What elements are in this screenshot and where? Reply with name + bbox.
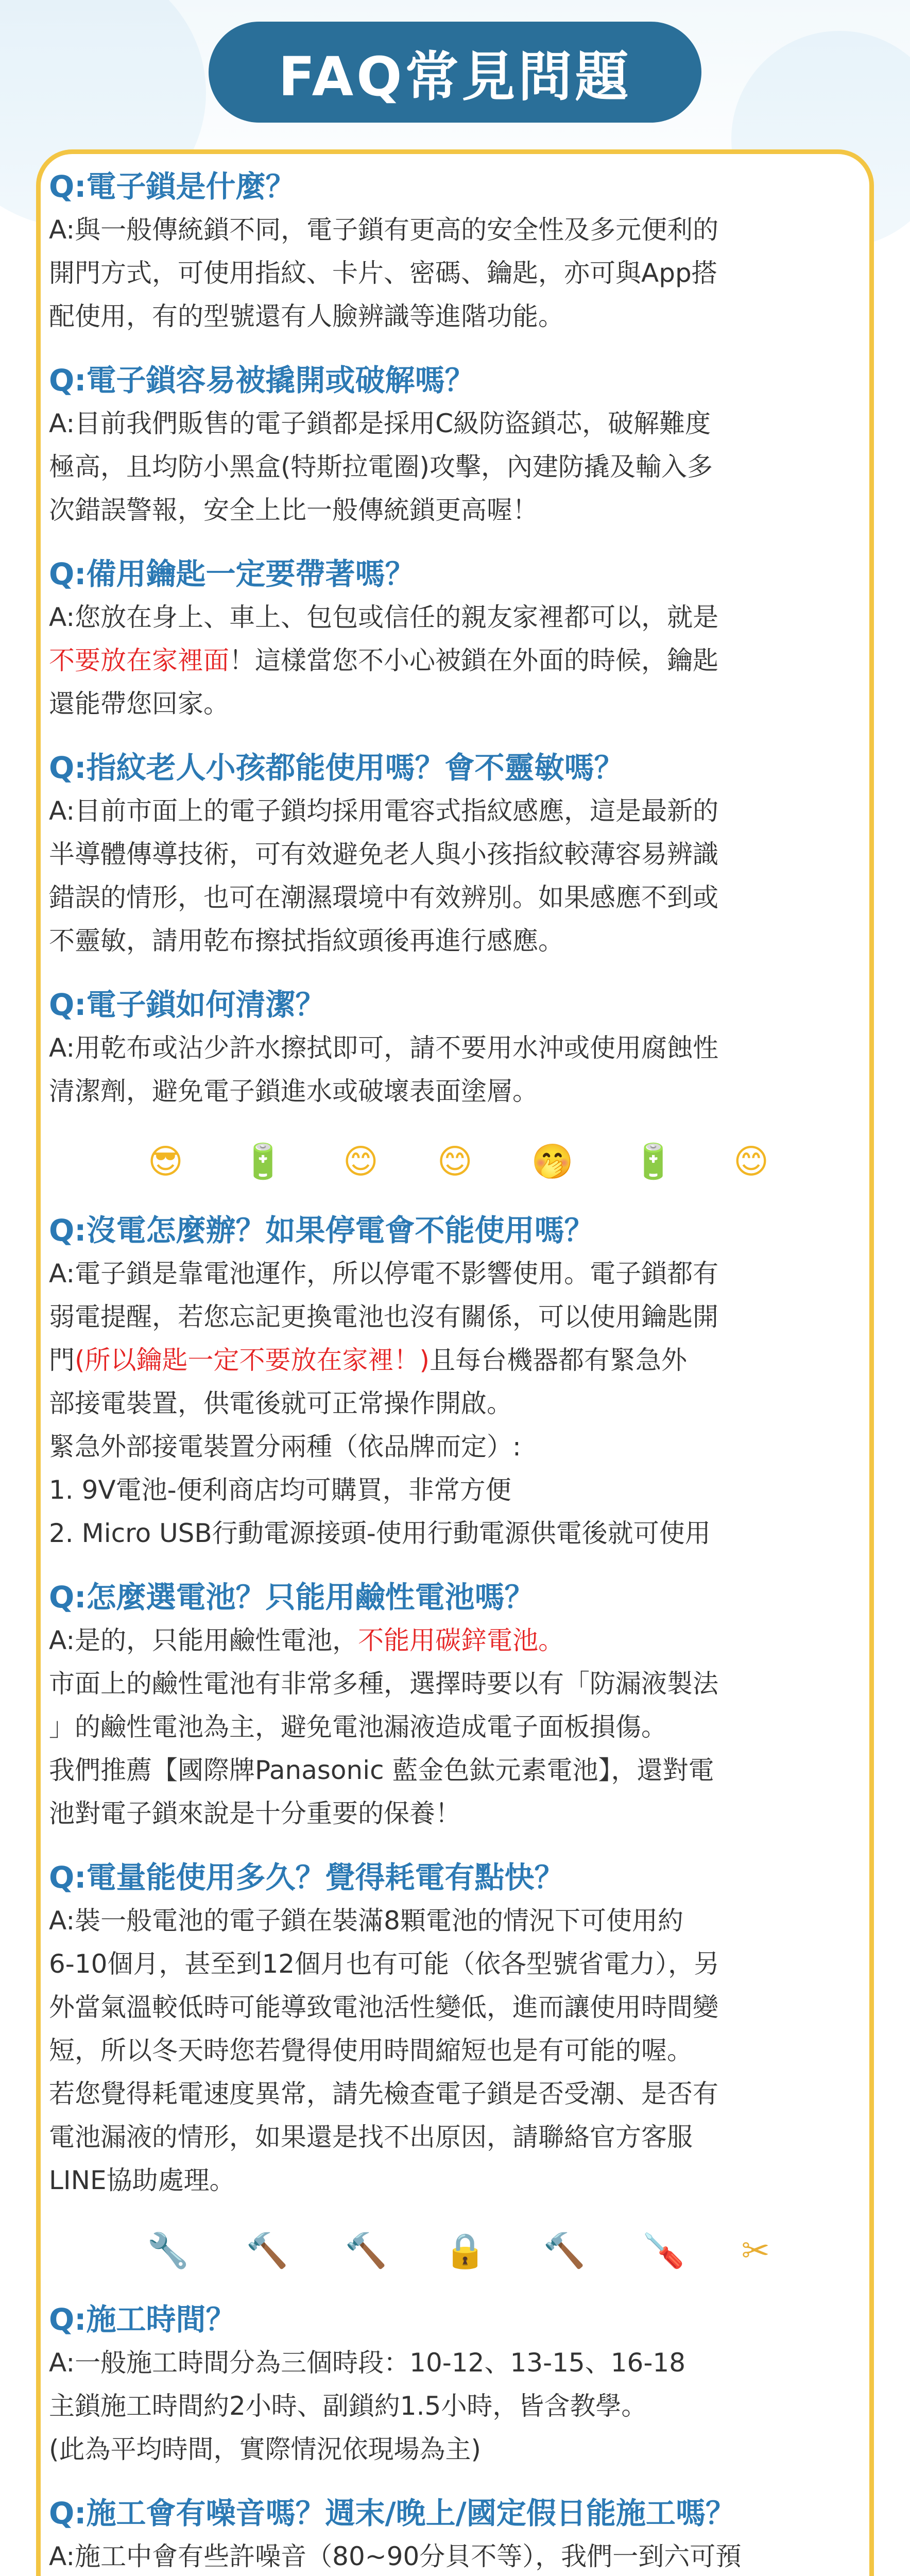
- faq-content: [49, 165, 868, 2576]
- faq-question: Q:怎麼選電池？只能用鹼性電池嗎？: [49, 1580, 535, 1615]
- faq-group: [49, 165, 868, 1113]
- answer-text: A:是的，只能用鹼性電池，: [49, 1625, 358, 1655]
- faq-answer-line: [49, 682, 868, 725]
- faq-item: [49, 1856, 868, 2202]
- faq-answer-line: [49, 208, 868, 251]
- answer-text: A:一般施工時間分為三個時段：10-12、13-15、16-18: [49, 2348, 686, 2378]
- answer-text: 清潔劑，避免電子鎖進水或破壞表面塗層。: [49, 1076, 538, 1106]
- answer-text: A:裝一般電池的電子鎖在裝滿8顆電池的情況下可使用約: [49, 1906, 683, 1936]
- page-title-banner: [209, 22, 701, 123]
- tool-icon: 🔧: [147, 2231, 190, 2270]
- highlight-text: 不能用碳鋅電池。: [358, 1625, 564, 1655]
- tool-icon: 🔒: [444, 2231, 487, 2270]
- answer-text: 」的鹼性電池為主，避免電池漏液造成電子面板損傷。: [49, 1712, 667, 1742]
- answer-text: 1. 9V電池-便利商店均可購買，非常方便: [49, 1475, 511, 1505]
- faq-answer-line: [49, 1942, 868, 1986]
- answer-text: 開門方式，可使用指紋、卡片、密碼、鑰匙，亦可與App搭: [49, 258, 717, 288]
- answer-text: 2. Micro USB行動電源接頭-使用行動電源供電後就可使用: [49, 1518, 711, 1548]
- tool-divider: [118, 2223, 798, 2279]
- faq-answer-line: [49, 1295, 868, 1338]
- answer-text: 不靈敏，請用乾布擦拭指紋頭後再進行感應。: [49, 926, 564, 956]
- faq-answer-line: [49, 919, 868, 962]
- faq-answer-line: [49, 1425, 868, 1468]
- faq-answer-line: [49, 1026, 868, 1070]
- answer-text: 市面上的鹼性電池有非常多種，選擇時要以有「防漏液製法: [49, 1669, 718, 1699]
- faq-answer-line: [49, 833, 868, 876]
- faq-question: Q:施工會有噪音嗎？週末/晚上/國定假日能施工嗎？: [49, 2496, 735, 2531]
- faq-answer-line: [49, 2159, 868, 2202]
- emoji-icon: 😎: [148, 1142, 183, 1181]
- faq-group: [49, 2298, 868, 2576]
- faq-answer-line: [49, 1749, 868, 1792]
- faq-answer-line: [49, 2535, 868, 2576]
- answer-text: 次錯誤警報，安全上比一般傳統鎖更高喔！: [49, 495, 538, 525]
- faq-answer-line: [49, 1252, 868, 1295]
- faq-item: [49, 746, 868, 962]
- faq-answer-line: [49, 2341, 868, 2384]
- answer-text: 6-10個月，甚至到12個月也有可能（依各型號省電力），另: [49, 1949, 720, 1979]
- faq-answer-line: [49, 1338, 868, 1382]
- faq-answer-line: [49, 251, 868, 295]
- emoji-icon: 😊: [437, 1142, 473, 1181]
- answer-text: A:與一般傳統鎖不同，電子鎖有更高的安全性及多元便利的: [49, 215, 719, 245]
- answer-text: 弱電提醒，若您忘記更換電池也沒有關係，可以使用鑰匙開: [49, 1302, 718, 1332]
- faq-answer-line: [49, 1899, 868, 1942]
- tool-icon: 🪛: [642, 2231, 685, 2270]
- faq-question: Q:備用鑰匙一定要帶著嗎？: [49, 556, 415, 591]
- faq-answer-line: [49, 488, 868, 532]
- faq-answer-line: [49, 402, 868, 445]
- faq-item: [49, 2298, 868, 2471]
- faq-item: [49, 359, 868, 532]
- faq-answer-line: [49, 2115, 868, 2159]
- answer-text: 配使用，有的型號還有人臉辨識等進階功能。: [49, 301, 564, 331]
- answer-text: LINE協助處理。: [49, 2165, 235, 2195]
- answer-text: 極高，且均防小黑盒(特斯拉電圈)攻擊，內建防撬及輸入多: [49, 452, 713, 482]
- emoji-icon: 😊: [343, 1142, 379, 1181]
- tool-icon: 🔨: [345, 2231, 388, 2270]
- emoji-icon: 🔋: [242, 1142, 285, 1181]
- faq-answer-line: [49, 1382, 868, 1425]
- answer-text: A:電子鎖是靠電池運作，所以停電不影響使用。電子鎖都有: [49, 1259, 719, 1289]
- answer-text: 還能帶您回家。: [49, 689, 229, 719]
- faq-question: Q:施工時間？: [49, 2302, 236, 2337]
- answer-text: 池對電子鎖來說是十分重要的保養！: [49, 1799, 461, 1828]
- answer-text: A:目前市面上的電子鎖均採用電容式指紋感應，這是最新的: [49, 796, 719, 826]
- faq-item: [49, 1575, 868, 1835]
- answer-text: ！這樣當您不小心被鎖在外面的時候，鑰匙: [229, 646, 718, 675]
- faq-question: Q:沒電怎麼辦？如果停電會不能使用嗎？: [49, 1213, 594, 1248]
- answer-text: 錯誤的情形，也可在潮濕環境中有效辨別。如果感應不到或: [49, 883, 718, 912]
- answer-text: A:目前我們販售的電子鎖都是採用C級防盜鎖芯，破解難度: [49, 409, 711, 438]
- highlight-text: (所以鑰匙一定不要放在家裡！): [75, 1345, 430, 1375]
- answer-text: A:您放在身上、車上、包包或信任的親友家裡都可以，就是: [49, 602, 719, 632]
- answer-text: 且每台機器都有緊急外: [430, 1345, 688, 1375]
- faq-answer-line: [49, 2029, 868, 2072]
- faq-answer-line: [49, 1512, 868, 1555]
- answer-text: 若您覺得耗電速度異常，請先檢查電子鎖是否受潮、是否有: [49, 2079, 718, 2109]
- answer-text: 主鎖施工時間約2小時、副鎖約1.5小時，皆含教學。: [49, 2391, 647, 2421]
- faq-item: [49, 983, 868, 1113]
- faq-question: Q:指紋老人小孩都能使用嗎？會不靈敏嗎？: [49, 750, 624, 785]
- faq-answer-line: [49, 596, 868, 639]
- faq-answer-line: [49, 1662, 868, 1705]
- faq-answer-line: [49, 876, 868, 919]
- emoji-icon: 😊: [733, 1142, 769, 1181]
- highlight-text: 不要放在家裡面: [49, 646, 229, 675]
- faq-answer-line: [49, 1792, 868, 1835]
- faq-answer-line: [49, 2428, 868, 2471]
- faq-answer-line: [49, 1619, 868, 1662]
- answer-text: 門: [49, 1345, 75, 1375]
- faq-item: [49, 1209, 868, 1555]
- faq-answer-line: [49, 1070, 868, 1113]
- answer-text: 緊急外部接電裝置分兩種（依品牌而定）:: [49, 1432, 521, 1462]
- faq-answer-line: [49, 2072, 868, 2115]
- faq-question: Q:電子鎖如何清潔？: [49, 987, 325, 1022]
- answer-text: 外當氣溫較低時可能導致電池活性變低，進而讓使用時間變: [49, 1992, 718, 2022]
- faq-answer-line: [49, 1986, 868, 2029]
- faq-item: [49, 165, 868, 338]
- answer-text: 我們推薦【國際牌Panasonic 藍金色鈦元素電池】，還對電: [49, 1755, 714, 1785]
- tool-icon: 🔨: [246, 2231, 288, 2270]
- faq-answer-line: [49, 295, 868, 338]
- answer-text: (此為平均時間，實際情況依現場為主): [49, 2434, 482, 2464]
- faq-item: [49, 2492, 868, 2576]
- faq-answer-line: [49, 789, 868, 833]
- tool-icon: 🔨: [543, 2231, 586, 2270]
- faq-question: Q:電量能使用多久？覺得耗電有點快？: [49, 1860, 564, 1895]
- faq-answer-line: [49, 2384, 868, 2428]
- faq-answer-line: [49, 445, 868, 488]
- emoji-icon: 🔋: [632, 1142, 675, 1181]
- emoji-icon: 🤭: [531, 1142, 574, 1181]
- answer-text: A:用乾布或沾少許水擦拭即可，請不要用水沖或使用腐蝕性: [49, 1033, 719, 1063]
- faq-group: [49, 1209, 868, 2202]
- answer-text: A:施工中會有些許噪音（80~90分貝不等），我們一到六可預: [49, 2541, 742, 2571]
- answer-text: 半導體傳導技術，可有效避免老人與小孩指紋較薄容易辨識: [49, 839, 718, 869]
- answer-text: 電池漏液的情形，如果還是找不出原因，請聯絡官方客服: [49, 2122, 693, 2152]
- faq-item: [49, 552, 868, 725]
- faq-question: Q:電子鎖是什麼？: [49, 169, 296, 204]
- faq-answer-line: [49, 1705, 868, 1749]
- answer-text: 短，所以冬天時您若覺得使用時間縮短也是有可能的喔。: [49, 2036, 693, 2065]
- faq-answer-line: [49, 639, 868, 682]
- tool-icon: ✂: [741, 2231, 770, 2270]
- faq-answer-line: [49, 1468, 868, 1512]
- page-title: FAQ常見問題: [278, 45, 632, 108]
- faq-question: Q:電子鎖容易被撬開或破解嗎？: [49, 363, 475, 398]
- emoji-divider: [118, 1133, 798, 1190]
- answer-text: 部接電裝置，供電後就可正常操作開啟。: [49, 1388, 512, 1418]
